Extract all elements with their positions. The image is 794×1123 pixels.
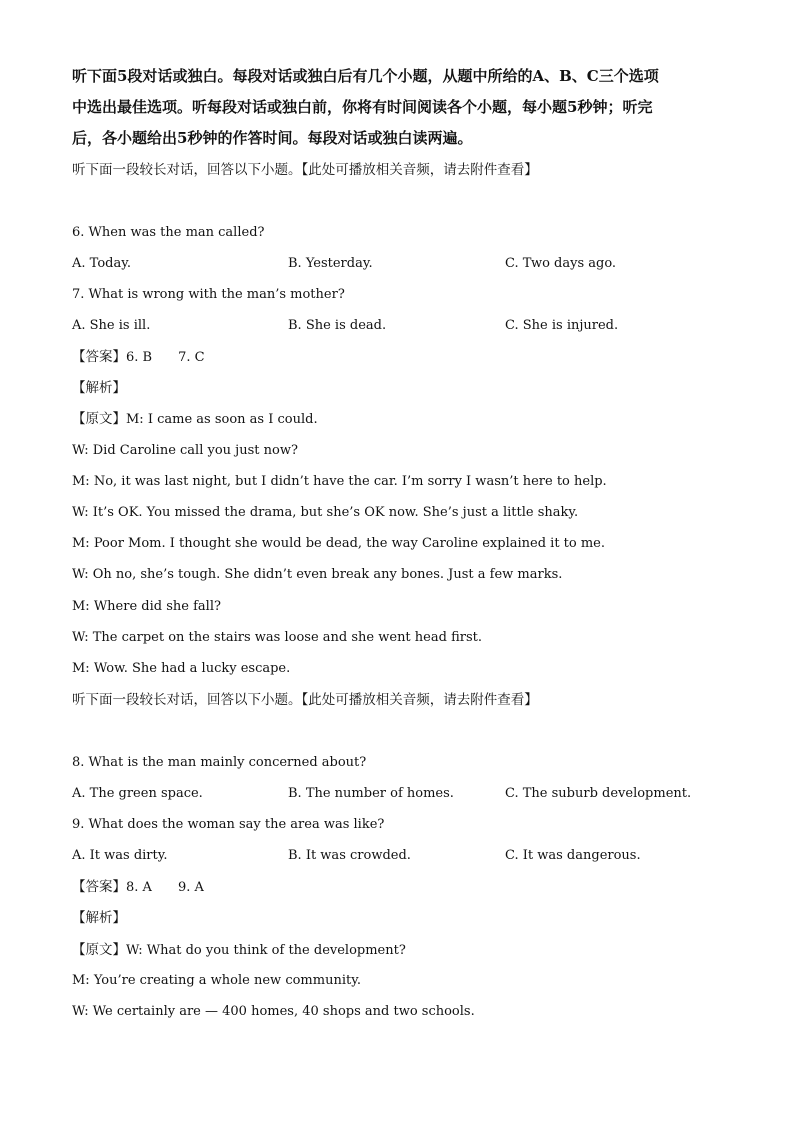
question-7-option-b: B. She is dead. [288, 318, 387, 333]
transcript-text: M: I came as soon as I could. [126, 412, 318, 427]
analysis-label: 【解析】 [72, 910, 126, 926]
question-9-option-a: A. It was dirty. [72, 848, 168, 863]
section-note: 听下面一段较长对话，回答以下小题。【此处可播放相关音频，请去附件查看】 [72, 692, 538, 708]
question-9-option-b: B. It was crowded. [288, 848, 411, 863]
answer-row-1 [72, 348, 205, 367]
question-8-option-b: B. The number of homes. [288, 786, 454, 801]
question-9-option-c: C. It was dangerous. [505, 848, 641, 863]
question-8-option-c: C. The suburb development. [505, 786, 692, 801]
instruction-line-3: 后，各小题给出5秒钟的作答时间。每段对话或独白读两遍。 [72, 129, 473, 147]
answer-6: 6. B [126, 350, 153, 365]
answer-label: 【答案】 [72, 349, 126, 365]
question-7-stem: 7. What is wrong with the man’s mother? [72, 287, 345, 302]
transcript-text: W: What do you think of the development? [126, 943, 406, 958]
transcript-line [72, 941, 406, 960]
transcript-line: W: Did Caroline call you just now? [72, 443, 298, 458]
answer-8: 8. A [126, 880, 152, 895]
transcript-line: W: It’s OK. You missed the drama, but she’s OK now. She’s just a little shaky. [72, 505, 579, 520]
transcript-line: M: You’re creating a whole new community. [72, 973, 361, 988]
transcript-line: M: Where did she fall? [72, 599, 221, 614]
question-6-option-a: A. Today. [72, 256, 131, 271]
instruction-line-1: 听下面5段对话或独白。每段对话或独白后有几个小题，从题中所给的A、B、C三个选项 [72, 67, 659, 85]
transcript-line [72, 410, 318, 429]
transcript-label: 【原文】 [72, 942, 126, 958]
answer-7: 7. C [178, 350, 205, 365]
answer-label: 【答案】 [72, 879, 126, 895]
transcript-line: W: We certainly are — 400 homes, 40 shops and two schools. [72, 1004, 475, 1019]
question-6-stem: 6. When was the man called? [72, 225, 265, 240]
section-note: 听下面一段较长对话，回答以下小题。【此处可播放相关音频，请去附件查看】 [72, 162, 538, 178]
transcript-line: W: The carpet on the stairs was loose and she went head first. [72, 630, 482, 645]
transcript-line: M: Wow. She had a lucky escape. [72, 661, 291, 676]
instruction-line-2: 中选出最佳选项。听每段对话或独白前，你将有时间阅读各个小题，每小题5秒钟；听完 [72, 98, 653, 116]
question-7-option-c: C. She is injured. [505, 318, 619, 333]
transcript-label: 【原文】 [72, 411, 126, 427]
transcript-line: M: No, it was last night, but I didn’t have the car. I’m sorry I wasn’t here to help. [72, 474, 607, 489]
question-7-option-a: A. She is ill. [72, 318, 151, 333]
question-8-option-a: A. The green space. [72, 786, 203, 801]
question-8-stem: 8. What is the man mainly concerned about? [72, 755, 367, 770]
answer-9: 9. A [177, 880, 204, 895]
question-6-option-c: C. Two days ago. [505, 256, 617, 271]
transcript-line: W: Oh no, she’s tough. She didn’t even break any bones. Just a few marks. [72, 567, 563, 582]
question-9-stem: 9. What does the woman say the area was like? [72, 817, 385, 832]
answer-row-2 [72, 878, 204, 897]
transcript-line: M: Poor Mom. I thought she would be dead, the way Caroline explained it to me. [72, 536, 606, 551]
question-6-option-b: B. Yesterday. [288, 256, 373, 271]
analysis-label: 【解析】 [72, 380, 126, 396]
